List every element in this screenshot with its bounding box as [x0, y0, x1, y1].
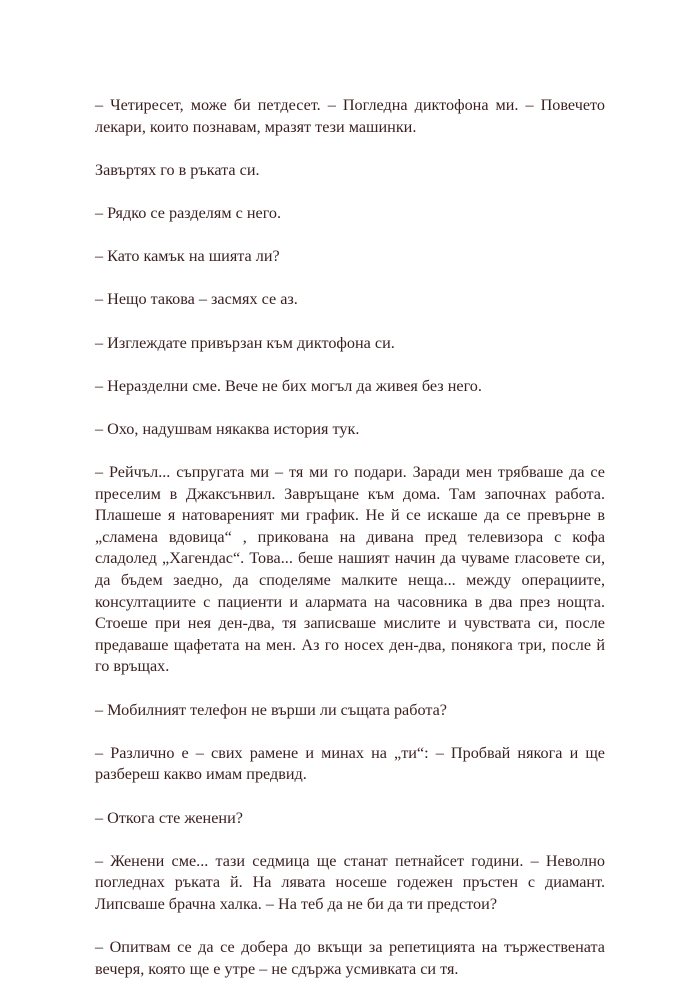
- paragraph-14: – Опитвам се да се добера до вкъщи за репетицията на тържествената вечеря, която ще е утре – не сдържа усмивката си тя.: [95, 938, 605, 978]
- paragraph-3: – Рядко се разделям с него.: [95, 203, 282, 222]
- paragraph-7: – Неразделни сме. Вече не бих могъл да живея без него.: [95, 376, 482, 395]
- paragraph-9: – Рейчъл... съпругата ми – тя ми го подари. Заради мен трябваше да се преселим в Джаксънвил. Завръщане към дома. Там започнах работа. Плашеше я натовареният ми график. Не й се искаше да се превърне в „сламена вдовица“ , прикована на дивана пред телевизора с кофа сладолед „Хагендас“. Това... беше нашият начин да чуваме гласовете си, да бъдем заедно, да споделяме малките неща... между операциите, консултациите с пациенти и алармата на часовника в два през нощта. Стоеше при нея ден-два, тя записваше мислите и чувствата си, после предаваше щафетата на мен. Аз го носех ден-два, понякога три, после й го връщах.: [95, 463, 605, 676]
- paragraph-12: – Откога сте женени?: [95, 808, 243, 827]
- paragraph-2: Завъртях го в ръката си.: [95, 160, 260, 179]
- paragraph-11: – Различно е – свих рамене и минах на „ти“: – Пробвай някога и ще разбереш какво имам предвид.: [95, 743, 605, 784]
- body-text: [95, 95, 605, 1002]
- paragraph-10: – Мобилният телефон не върши ли същата работа?: [95, 700, 447, 719]
- paragraph-8: – Охо, надушвам някаква история тук.: [95, 419, 360, 438]
- paragraph-6: – Изглеждате привързан към диктофона си.: [95, 333, 395, 352]
- paragraph-1: – Четиресет, може би петдесет. – Погледна диктофона ми. – Повечето лекари, които познавам, мразят тези машинки.: [95, 96, 605, 136]
- paragraph-4: – Като камък на шията ли?: [95, 247, 280, 266]
- paragraph-5: – Нещо такова – засмях се аз.: [95, 290, 298, 309]
- paragraph-13: – Женени сме... тази седмица ще станат петнайсет години. – Неволно погледнах ръката й. На лявата носеше годежен пръстен с диамант. Липсваше брачна халка. – На теб да не би да ти предстои?: [95, 851, 605, 913]
